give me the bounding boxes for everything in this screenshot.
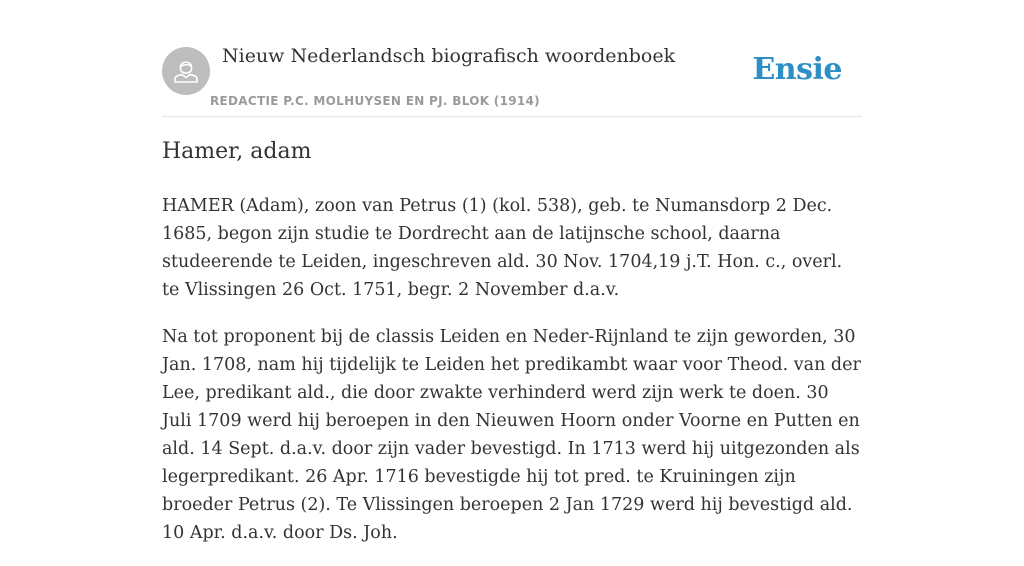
avatar[interactable] (162, 47, 210, 95)
article-title: Hamer, adam (162, 139, 312, 164)
article-body (162, 192, 862, 566)
user-icon (162, 47, 210, 95)
paragraph: Na tot proponent bij de classis Leiden en Neder-Rijnland te zijn geworden, 30 Jan. 1708, nam hij tijdelijk te Leiden het predikambt waar voor Theod. van der Lee, predikant ald., die door zwakte verhinderd werd zijn werk te doen. 30 Juli 1709 werd hij beroepen in den Nieuwen Hoorn onder Voorne en Putten en ald. 14 Sept. d.a.v. door zijn vader bevestigd. In 1713 werd hij uitgezonden als legerpredikant. 26 Apr. 1716 bevestigde hij tot pred. te Kruiningen zijn broeder Petrus (2). Te Vlissingen beroepen 2 Jan 1729 werd hij bevestigd ald. 10 Apr. d.a.v. door Ds. Joh. (162, 327, 861, 543)
source-header (162, 0, 862, 117)
ensie-logo[interactable]: Ensie (752, 52, 842, 87)
paragraph: HAMER (Adam), zoon van Petrus (1) (kol. 538), geb. te Numansdorp 2 Dec. 1685, begon zijn studie te Dordrecht aan de latijnsche school, daarna studeerende te Leiden, ingeschreven ald. 30 Nov. 1704,19 j.T. Hon. c., overl. te Vlissingen 26 Oct. 1751, begr. 2 November d.a.v. (162, 196, 843, 300)
book-editors: REDACTIE P.C. MOLHUYSEN EN PJ. BLOK (1914) (210, 94, 540, 108)
book-title[interactable]: Nieuw Nederlandsch biografisch woordenboek (222, 45, 676, 67)
